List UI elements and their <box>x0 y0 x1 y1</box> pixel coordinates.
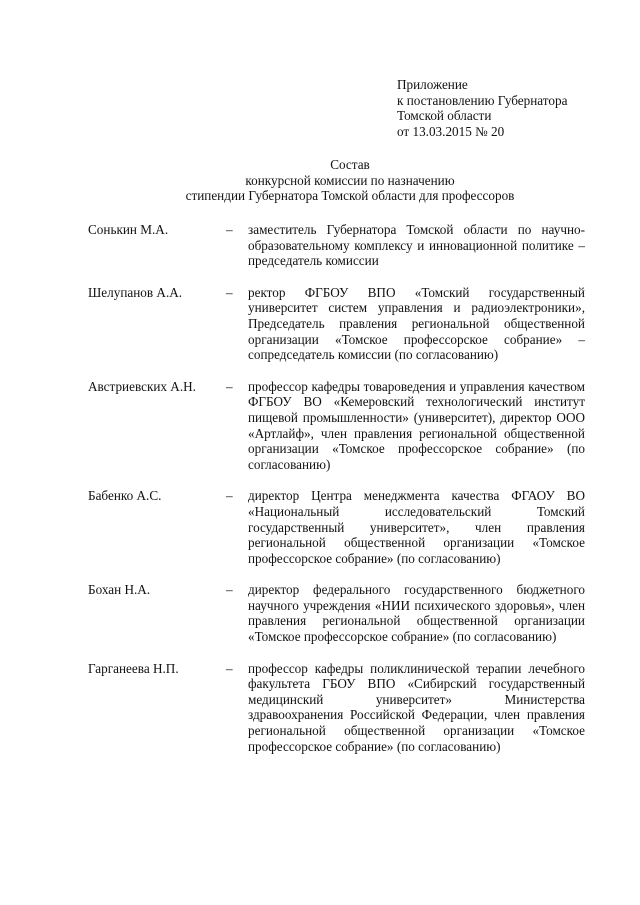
title-line-2: конкурсной комиссии по назначению <box>245 172 455 188</box>
member-name: Австриевских А.Н. <box>88 378 196 394</box>
member-entry <box>88 488 585 566</box>
member-description: профессор кафедры товароведения и управления качеством ФГБОУ ВО «Кемеровский технологический институт пищевой промышленности» (университет), директор ООО «Артлайф», член правления региональной общественной организации «Томское профессорское собрание» (по согласованию) <box>248 378 585 472</box>
member-description: ректор ФГБОУ ВПО «Томский государственный университет систем управления и радиоэлектроники», Председатель правления региональной общественной организации «Томское профессорское собрание» – сопредседатель комиссии (по согласованию) <box>248 284 585 363</box>
commission-members-list <box>88 222 585 754</box>
appendix-line-4: от 13.03.2015 № 20 <box>397 123 505 139</box>
member-name: Бохан Н.А. <box>88 582 151 598</box>
member-entry <box>88 222 585 269</box>
member-description: профессор кафедры поликлинической терапии лечебного факультета ГБОУ ВПО «Сибирский государственный медицинский университет» Министерства здравоохранения Российской Федерации, член правления региональной общественной организации «Томское профессорское собрание» (по согласованию) <box>248 660 585 754</box>
member-description: директор Центра менеджмента качества ФГАОУ ВО «Национальный исследовательский Томский государственный университет», член правления региональной общественной организации «Томское профессорское собрание» (по согласованию) <box>248 488 585 566</box>
member-dash: – <box>226 582 233 598</box>
title-line-1: Состав <box>330 157 370 172</box>
member-name: Сонькин М.А. <box>88 222 169 237</box>
appendix-header <box>397 77 617 139</box>
member-entry <box>88 661 585 755</box>
member-entry <box>88 582 585 644</box>
member-description: директор федерального государственного бюджетного научного учреждения «НИИ психического здоровья», член правления региональной общественной организации «Томское профессорское собрание» (по согласованию) <box>248 582 585 645</box>
member-name: Бабенко А.С. <box>88 488 162 504</box>
member-dash: – <box>226 488 233 504</box>
title-line-3: стипендии Губернатора Томской области для профессоров <box>185 188 515 204</box>
appendix-line-3: Томской области <box>397 108 492 124</box>
member-name: Гарганеева Н.П. <box>88 660 179 676</box>
member-entry <box>88 379 585 473</box>
member-dash: – <box>226 660 233 676</box>
appendix-line-1: Приложение <box>397 77 468 92</box>
member-dash: – <box>226 378 233 394</box>
member-name: Шелупанов А.А. <box>88 284 183 300</box>
member-dash: – <box>226 284 233 300</box>
document-title <box>80 157 620 204</box>
member-entry <box>88 285 585 363</box>
appendix-line-2: к постановлению Губернатора <box>397 92 568 108</box>
member-dash: – <box>226 222 233 237</box>
member-description: заместитель Губернатора Томской области по научно-образовательному комплексу и инновационной политике – председатель комиссии <box>248 222 585 269</box>
